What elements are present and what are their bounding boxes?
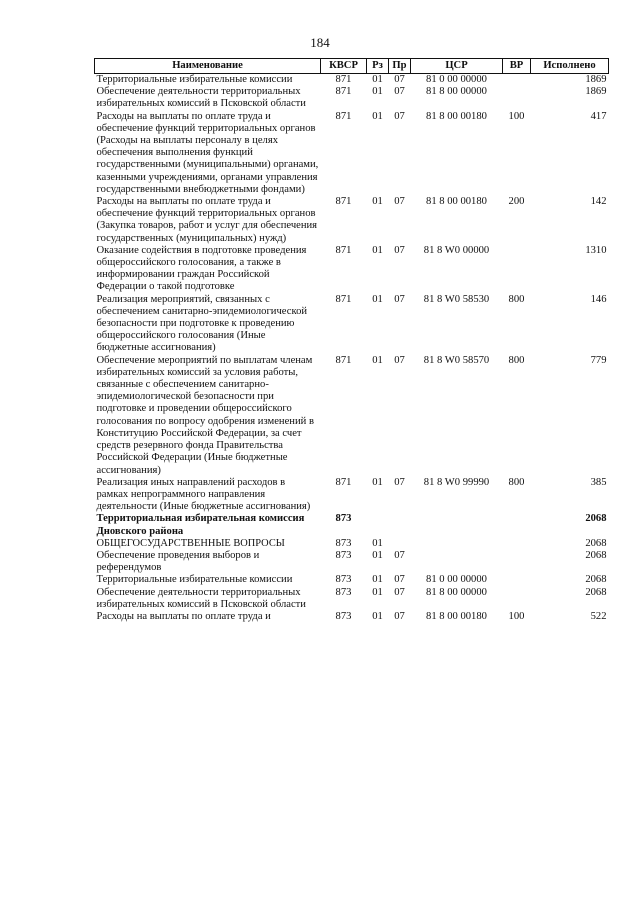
cell-rz: 01 [372,110,383,122]
cell-vr [503,86,531,110]
table-row [95,513,609,537]
cell-csr: 81 8 00 00180 [426,196,487,208]
page-number: 184 [310,35,330,50]
cell-pr: 07 [394,549,405,561]
table-row [95,245,609,294]
cell-kvsr: 871 [335,110,352,122]
cell-rz: 01 [372,196,383,208]
cell-rz: 01 [372,537,383,549]
cell-sum: 2068 [585,537,607,549]
cell-csr: 81 8 00 00000 [426,86,487,98]
cell-rz: 01 [372,549,383,561]
cell-vr: 100 [508,610,525,622]
cell-pr: 07 [394,293,405,305]
cell-pr: 07 [394,74,405,85]
cell-vr: 200 [508,196,525,208]
cell-kvsr: 871 [335,196,352,208]
cell-pr: 07 [394,476,405,488]
cell-name: Территориальные избирательные комиссии [96,574,293,586]
cell-csr: 81 8 W0 58530 [423,293,490,305]
cell-kvsr: 873 [335,586,352,598]
cell-pr: 07 [394,586,405,598]
cell-name: Обеспечение мероприятий по выплатам членам избирательных комиссий за условия работы, связанные с обеспечением санитарно-эпидемиологической безопасности при подготовке и проведении общероссийского голосования по вопросу одобрения изменений в Конституцию Российской Федерации, за счет средств резервного фонда Правительства Российской Федерации (Иные бюджетные ассигнования) [96,354,314,476]
cell-sum: 142 [590,196,607,208]
cell-csr: 81 8 00 00000 [426,586,487,598]
table-row [95,294,609,355]
cell-pr [389,538,411,550]
cell-kvsr: 871 [335,476,352,488]
cell-sum: 2068 [585,513,607,525]
cell-name: Расходы на выплаты по оплате труда и обеспечение функций территориальных органов (Закупка товаров, работ и услуг для обеспечения государственных (муниципальных) нужд) [96,196,318,244]
cell-vr [503,587,531,611]
cell-sum: 1869 [585,86,607,98]
cell-kvsr: 871 [335,74,352,85]
cell-csr: 81 8 00 00180 [426,110,487,122]
cell-rz: 01 [372,354,383,366]
cell-kvsr: 871 [335,244,352,256]
cell-csr [411,550,503,574]
cell-vr [503,550,531,574]
table-body [95,74,609,624]
table-row [95,611,609,623]
cell-kvsr: 873 [335,574,352,586]
cell-rz: 01 [372,293,383,305]
cell-vr: 800 [508,354,525,366]
table-row [95,74,609,87]
header-sum: Исполнено [531,59,609,74]
cell-pr: 07 [394,244,405,256]
cell-name: Территориальные избирательные комиссии [96,74,293,85]
table-row [95,477,609,514]
cell-vr [503,513,531,537]
cell-sum: 146 [590,293,607,305]
header-name: Наименование [95,59,321,74]
cell-rz: 01 [372,244,383,256]
header-vr: ВР [503,59,531,74]
cell-sum: 385 [590,476,607,488]
cell-vr [503,574,531,586]
cell-csr: 81 0 00 00000 [426,74,487,85]
cell-rz: 01 [372,586,383,598]
cell-name: Обеспечение деятельности территориальных избирательных комиссий в Псковской области [96,86,306,110]
cell-pr [389,513,411,537]
cell-rz: 01 [372,74,383,85]
cell-rz: 01 [372,476,383,488]
cell-csr: 81 8 W0 00000 [423,244,490,256]
cell-vr: 100 [508,110,525,122]
table-row [95,550,609,574]
cell-vr [503,245,531,294]
cell-csr [411,513,503,537]
cell-name: Обеспечение проведения выборов и референдумов [96,549,260,574]
header-kvsr: КВСР [321,59,367,74]
cell-name: Оказание содействия в подготовке проведения общероссийского голосования, а также в информировании граждан Российской Федерации о такой подготовке [96,244,307,293]
table-row [95,587,609,611]
cell-pr: 07 [394,110,405,122]
cell-kvsr: 871 [335,86,352,98]
cell-rz: 01 [372,610,383,622]
table-row [95,86,609,110]
cell-pr: 07 [394,354,405,366]
cell-csr: 81 8 00 00180 [426,610,487,622]
cell-pr: 07 [394,574,405,586]
header-rz: Рз [367,59,389,74]
table-row [95,111,609,196]
cell-csr: 81 8 W0 99990 [423,476,490,488]
table-row [95,196,609,245]
cell-sum: 2068 [585,586,607,598]
cell-name: Реализация иных направлений расходов в рамках непрограммного направления деятельности (Иные бюджетные ассигнования) [96,476,311,513]
cell-name: Обеспечение деятельности территориальных избирательных комиссий в Псковской области [96,586,306,610]
cell-kvsr: 873 [335,549,352,561]
cell-sum: 522 [590,610,607,622]
cell-name: ОБЩЕГОСУДАРСТВЕННЫЕ ВОПРОСЫ [96,537,285,549]
cell-name: Расходы на выплаты по оплате труда и [96,610,271,622]
cell-rz [367,513,389,537]
cell-csr [411,538,503,550]
cell-sum: 2068 [585,549,607,561]
cell-vr [503,538,531,550]
cell-csr: 81 8 W0 58570 [423,354,490,366]
cell-rz: 01 [372,574,383,586]
cell-name: Расходы на выплаты по оплате труда и обеспечение функций территориальных органов (Расходы на выплаты персоналу в целях обеспечения выполнения функций государственными (муниципальными) органами, казенными учреждениями, органами управления государственными внебюджетными фондами) [96,110,319,195]
cell-vr: 800 [508,476,525,488]
header-pr: Пр [389,59,411,74]
cell-vr: 800 [508,293,525,305]
cell-sum: 779 [590,354,607,366]
cell-rz: 01 [372,86,383,98]
header-csr: ЦСР [411,59,503,74]
budget-table [94,58,609,623]
table-row [95,355,609,477]
cell-pr: 07 [394,86,405,98]
cell-kvsr: 873 [335,513,352,525]
cell-name: Территориальная избирательная комиссия Дновского района [96,513,305,537]
table-header [95,59,609,74]
cell-csr: 81 0 00 00000 [426,574,487,586]
cell-sum: 1869 [585,74,607,85]
cell-sum: 2068 [585,574,607,586]
cell-kvsr: 873 [335,537,352,549]
cell-pr: 07 [394,196,405,208]
cell-kvsr: 873 [335,610,352,622]
cell-sum: 1310 [585,244,607,256]
cell-pr: 07 [394,610,405,622]
table-row [95,574,609,586]
cell-kvsr: 871 [335,354,352,366]
table-row [95,538,609,550]
cell-kvsr: 871 [335,293,352,305]
cell-sum: 417 [590,110,607,122]
cell-name: Реализация мероприятий, связанных с обеспечением санитарно-эпидемиологической безопасности при подготовке к проведению общероссийского голосования (Иные бюджетные ассигнования) [96,293,308,354]
cell-vr [503,74,531,87]
